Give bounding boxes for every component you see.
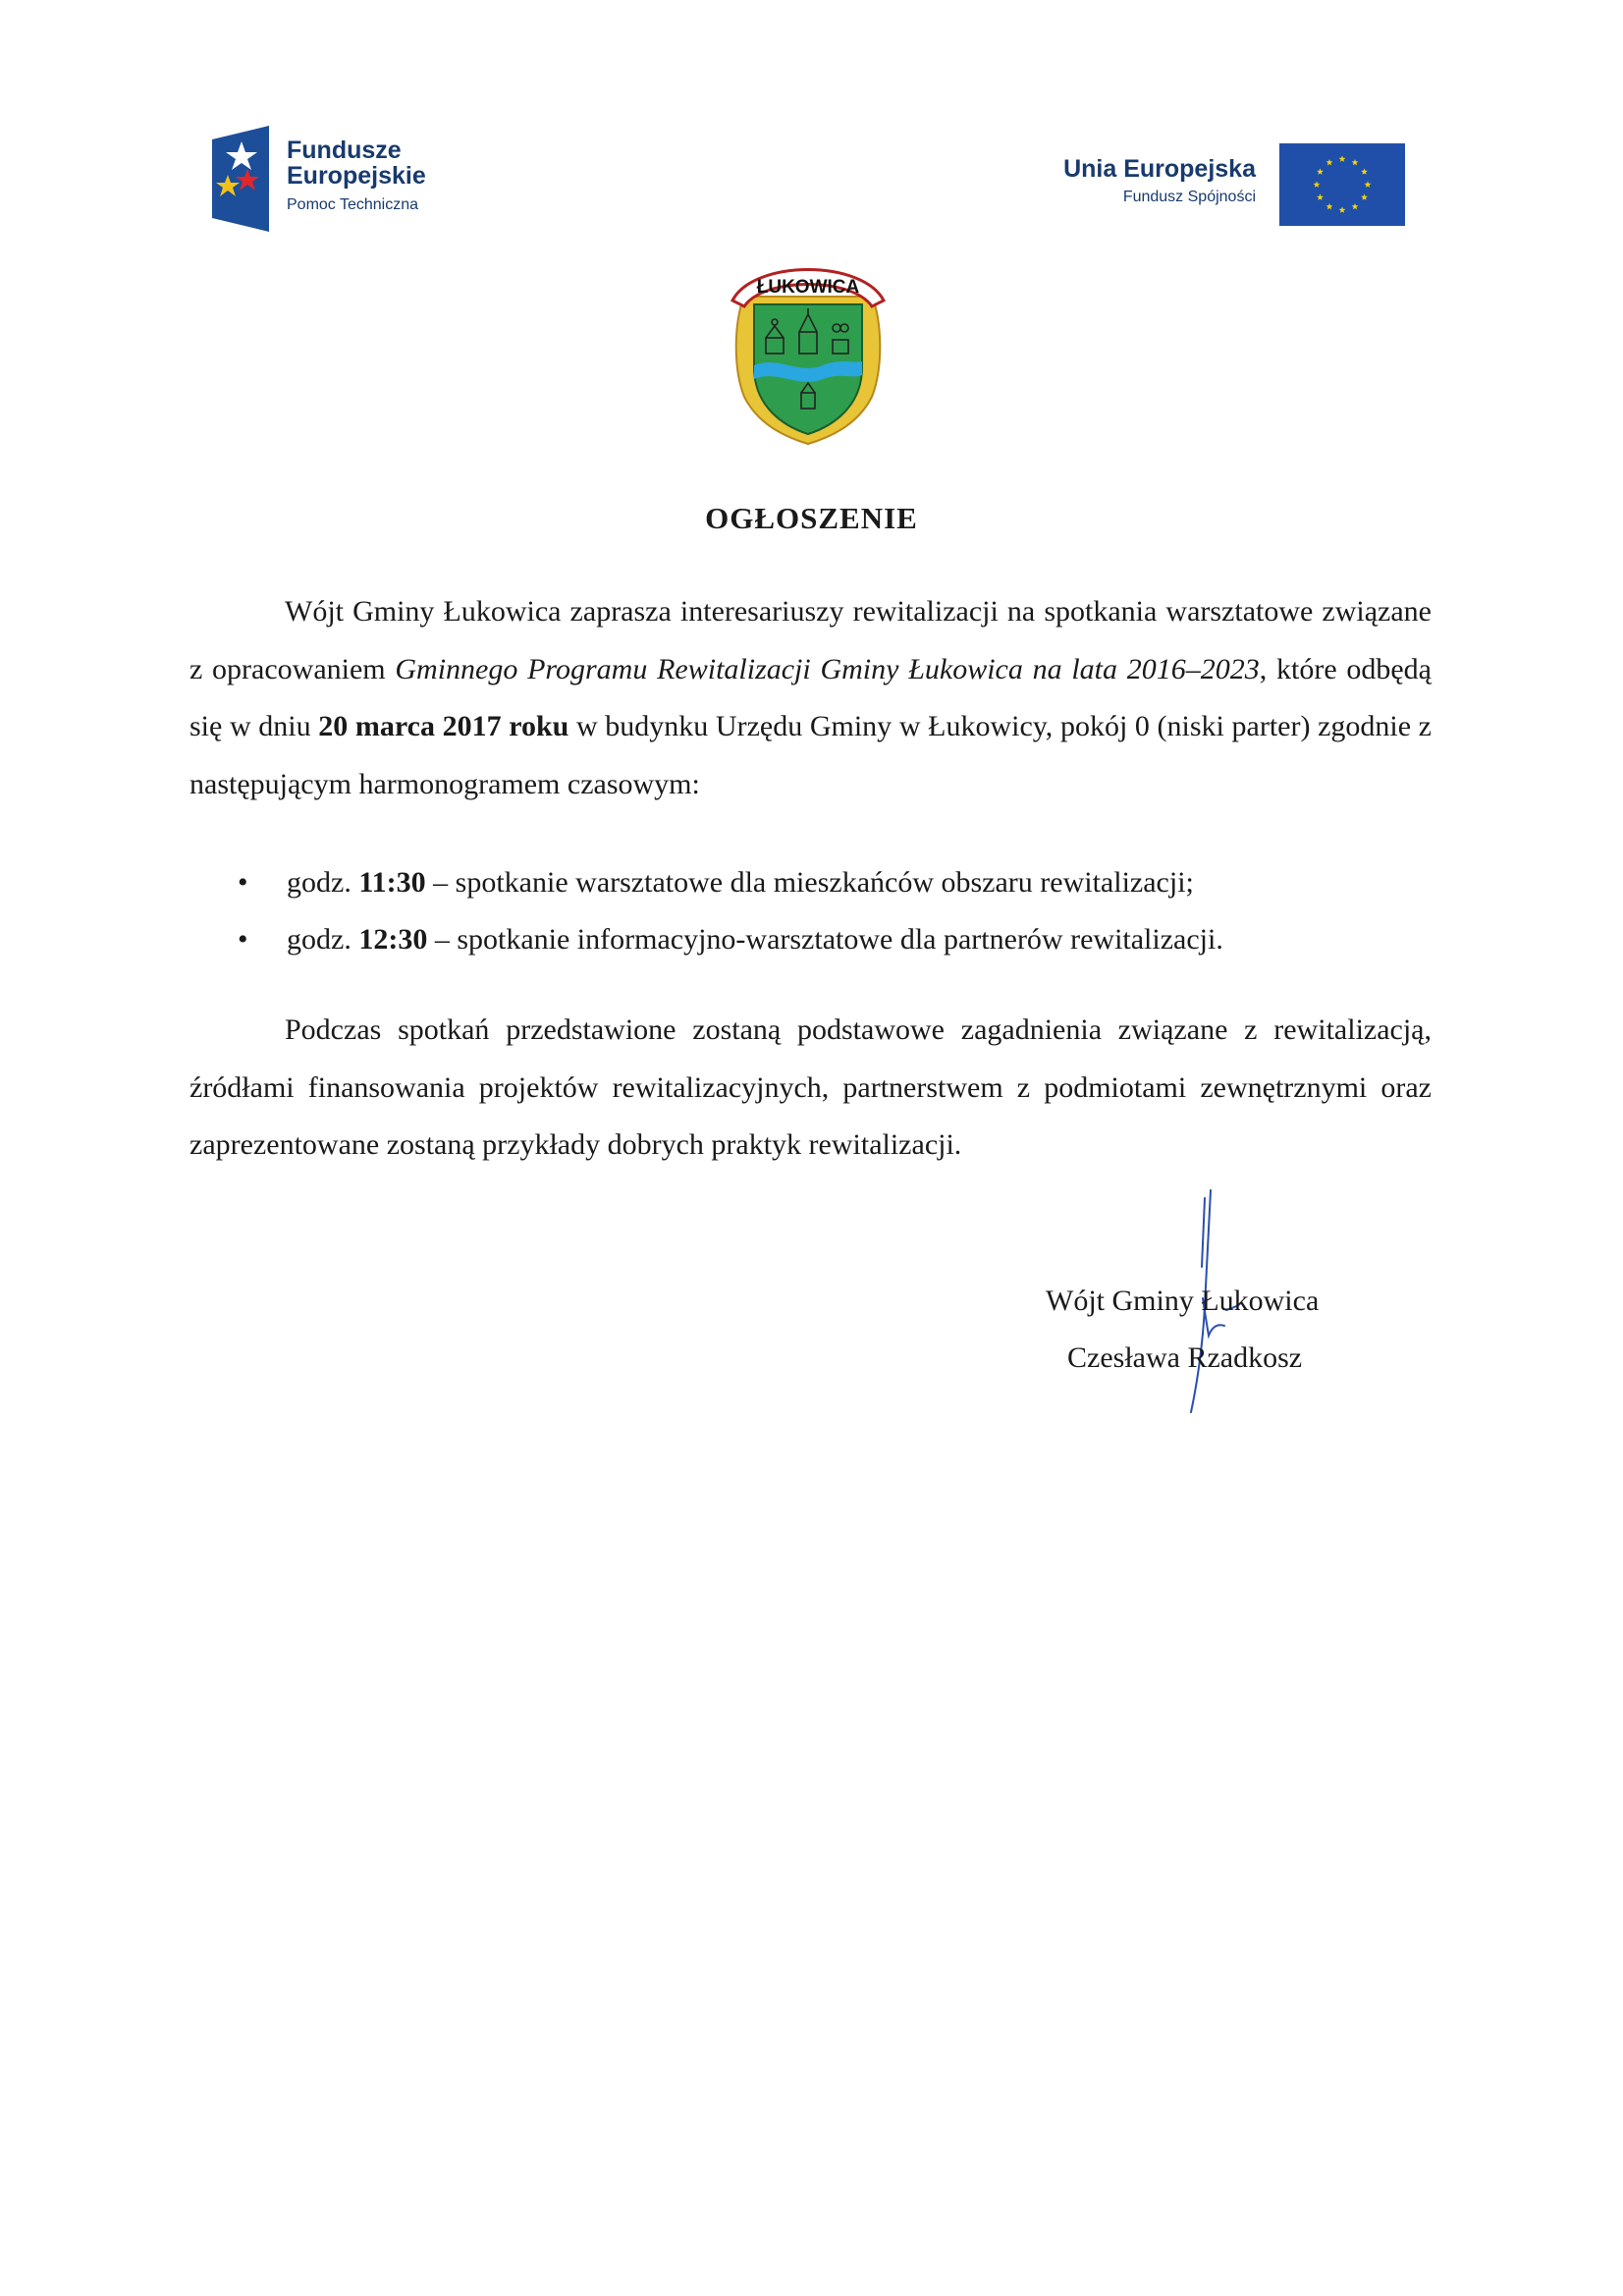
list-item — [238, 854, 1416, 911]
invitation-text-3: w budynku Urzędu Gminy w Łukowicy, pokój 0 (niski parter) zgodnie z następującym harmonogramem czasowym: — [189, 710, 1432, 800]
eu-logo-title: Unia Europejska — [1063, 155, 1256, 183]
schedule-time: 11:30 — [358, 866, 426, 899]
meeting-date: 20 marca 2017 roku — [318, 710, 569, 742]
schedule-prefix: godz. — [287, 923, 359, 956]
signature-block — [1046, 1273, 1399, 1387]
eu-logo-subtitle: Fundusz Spójności — [1122, 189, 1256, 205]
schedule-time: 12:30 — [358, 923, 428, 956]
schedule-prefix: godz. — [287, 866, 359, 899]
signature-title: Wójt Gminy Łukowica — [1046, 1285, 1320, 1317]
schedule-description: – spotkanie informacyjno-warsztatowe dla partnerów rewitalizacji. — [427, 923, 1223, 956]
schedule-list — [238, 854, 1416, 968]
invitation-text-2: , które odbędą się w dniu — [189, 652, 1433, 742]
eu-flag-icon — [1279, 143, 1405, 226]
schedule-description: – spotkanie warsztatowe dla mieszkańców obszaru rewitalizacji; — [425, 866, 1194, 899]
eu-logo-text — [1063, 155, 1256, 208]
signature-name: Czesława Rzadkosz — [1067, 1341, 1303, 1374]
bullet-icon: • — [238, 866, 248, 899]
fe-stars-icon — [212, 126, 269, 232]
fundusze-europejskie-logo — [212, 126, 467, 234]
invitation-text-1: Wójt Gminy Łukowica zaprasza interesariuszy rewitalizacji na spotkania warsztatowe związane z opracowaniem — [189, 595, 1432, 685]
fe-logo-line2: Europejskie — [287, 162, 426, 190]
invitation-paragraph — [189, 583, 1432, 813]
lukowica-coat-of-arms-icon — [725, 249, 892, 446]
bullet-icon: • — [238, 923, 248, 956]
unia-europejska-logo — [953, 143, 1405, 230]
list-item — [238, 911, 1416, 968]
fe-logo-line3: Pomoc Techniczna — [287, 196, 418, 213]
crest-banner-text: ŁUKOWICA — [756, 277, 860, 298]
program-name: Gminnego Programu Rewitalizacji Gminy Łukowica na lata 2016–2023 — [395, 652, 1260, 685]
page-title: OGŁOSZENIE — [705, 501, 918, 535]
details-paragraph: Podczas spotkań przedstawione zostaną podstawowe zagadnienia związane z rewitalizacją, źródłami finansowania projektów rewitalizacyjnych, partnerstwem z podmiotami zewnętrznymi oraz zaprezentowane zostaną przykłady dobrych praktyk rewitalizacji. — [189, 1013, 1432, 1161]
fe-logo-line1: Fundusze — [287, 137, 402, 164]
